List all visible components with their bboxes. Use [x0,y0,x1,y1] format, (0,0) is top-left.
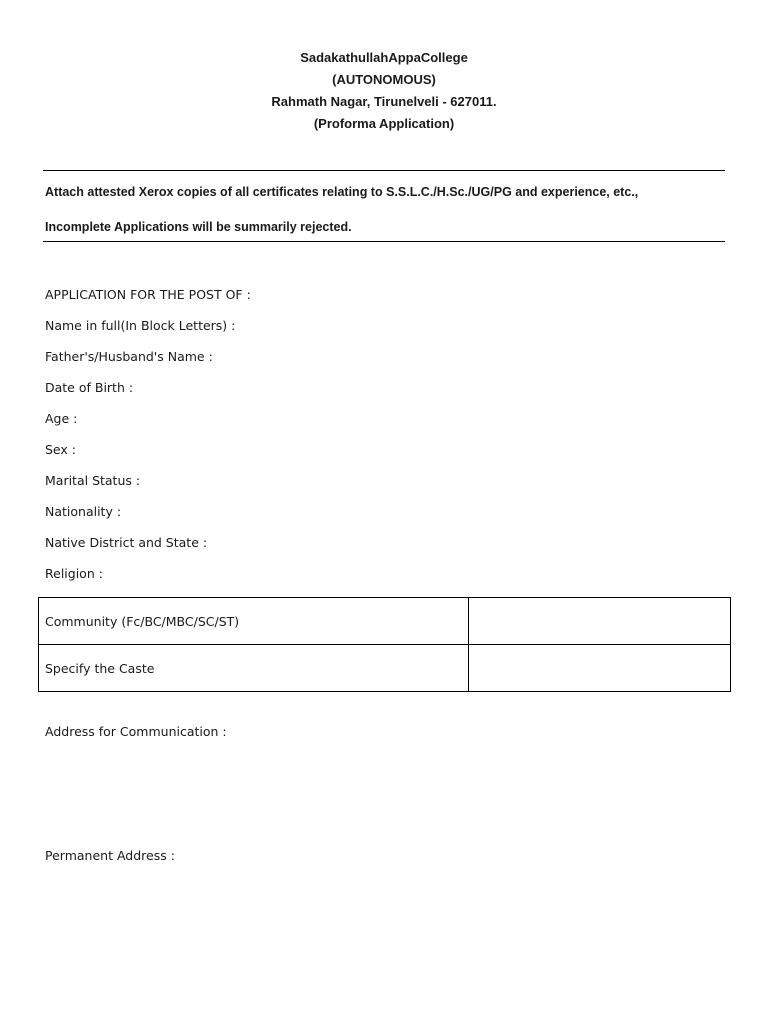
college-status: (AUTONOMOUS) [332,72,436,87]
nationality-label: Nationality : [45,504,122,519]
religion-label: Religion : [45,566,103,581]
caste-label: Specify the Caste [39,645,469,692]
college-name: SadakathullahAppaCollege [300,50,468,65]
table-row [39,645,731,692]
post-label: APPLICATION FOR THE POST OF : [45,287,251,302]
caste-value-field[interactable] [469,645,731,692]
dob-label: Date of Birth : [45,380,134,395]
form-header [0,47,768,135]
communication-address-label: Address for Communication : [45,724,227,739]
permanent-address-label: Permanent Address : [45,848,175,863]
attach-notice: Attach attested Xerox copies of all certificates relating to S.S.L.C./H.Sc./UG/PG and experience, etc., [45,185,639,199]
form-type: (Proforma Application) [313,116,455,131]
community-value-field[interactable] [469,598,731,645]
father-name-label: Father's/Husband's Name : [45,349,213,364]
reject-notice: Incomplete Applications will be summarily rejected. [45,220,352,234]
age-label: Age : [45,411,78,426]
table-row [39,598,731,645]
community-label: Community (Fc/BC/MBC/SC/ST) [39,598,469,645]
top-divider [43,170,725,171]
sex-label: Sex : [45,442,76,457]
bottom-divider [43,241,725,242]
name-label: Name in full(In Block Letters) : [45,318,236,333]
community-table [38,597,731,692]
college-address: Rahmath Nagar, Tirunelveli - 627011. [271,94,497,109]
native-district-label: Native District and State : [45,535,208,550]
marital-status-label: Marital Status : [45,473,141,488]
